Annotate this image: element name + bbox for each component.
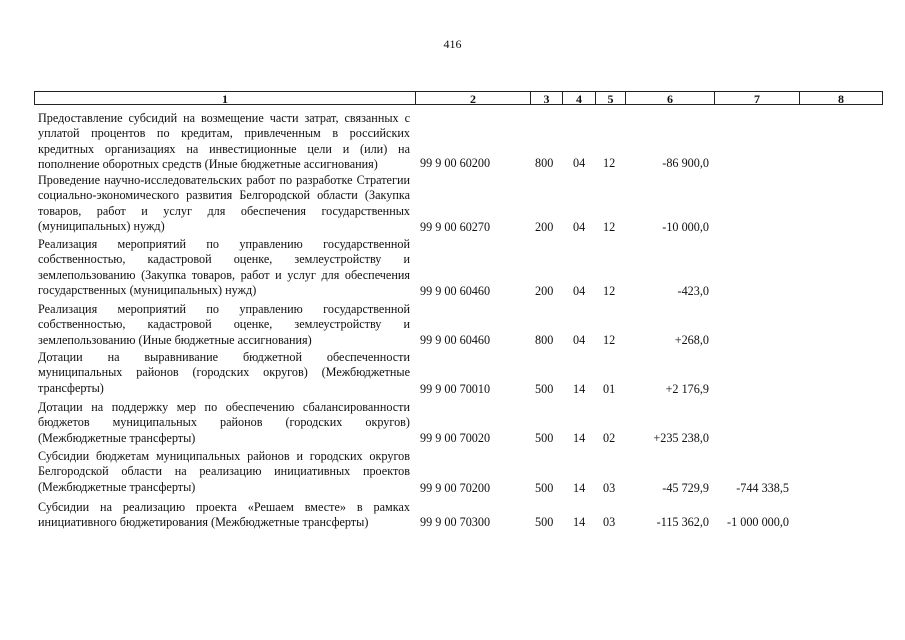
row-col7: -744 338,5 <box>736 481 789 495</box>
row-col4: 04 <box>573 333 586 347</box>
row-col5: 02 <box>603 431 616 445</box>
row-code: 99 9 00 70300 <box>420 515 491 529</box>
row-col5: 12 <box>603 333 616 347</box>
row-col4: 14 <box>573 431 586 445</box>
row-code: 99 9 00 70010 <box>420 382 491 396</box>
row-col3: 200 <box>535 284 554 298</box>
row-col5: 03 <box>603 481 616 495</box>
row-col6: -45 729,9 <box>662 481 709 495</box>
header-col-4: 4 <box>562 91 595 105</box>
row-col6: -86 900,0 <box>662 156 709 170</box>
row-code: 99 9 00 70200 <box>420 481 491 495</box>
row-description: Реализация мероприятий по управлению государственной собственностью, кадастровой оценке, землеустройству и землепользованию (Закупка товаров, работ и услуг для обеспечения государственных (муниципальных) нужд) <box>38 237 410 297</box>
header-col-7: 7 <box>714 91 799 105</box>
table-header <box>34 91 883 106</box>
row-col4: 04 <box>573 284 586 298</box>
row-col4: 14 <box>573 382 586 396</box>
header-col-3: 3 <box>530 91 562 105</box>
row-col6: +2 176,9 <box>665 382 709 396</box>
row-col6: -423,0 <box>677 284 709 298</box>
row-col4: 14 <box>573 515 586 529</box>
row-col3: 800 <box>535 156 554 170</box>
header-col-6: 6 <box>625 91 714 105</box>
row-col6: -10 000,0 <box>662 220 709 234</box>
row-code: 99 9 00 60460 <box>420 333 491 347</box>
row-col3: 500 <box>535 515 554 529</box>
row-description: Субсидии на реализацию проекта «Решаем вместе» в рамках инициативного бюджетирования (Межбюджетные трансферты) <box>38 500 410 530</box>
row-col4: 04 <box>573 220 586 234</box>
row-col7: -1 000 000,0 <box>727 515 789 529</box>
header-col-2: 2 <box>415 91 530 105</box>
page-number: 416 <box>443 37 462 51</box>
row-code: 99 9 00 60200 <box>420 156 491 170</box>
row-description: Проведение научно-исследовательских работ по разработке Стратегии социально-экономического развития Белгородской области (Закупка товаров, работ и услуг для обеспечения государственных (муниципальных) нужд) <box>38 173 410 233</box>
row-col6: -115 362,0 <box>656 515 709 529</box>
row-code: 99 9 00 60460 <box>420 284 491 298</box>
row-col5: 12 <box>603 284 616 298</box>
row-description: Субсидии бюджетам муниципальных районов и городских округов Белгородской области на реализацию инициативных проектов (Межбюджетные трансферты) <box>38 449 410 494</box>
row-col3: 800 <box>535 333 554 347</box>
row-col5: 12 <box>603 220 616 234</box>
header-col-5: 5 <box>595 91 625 105</box>
header-col-8: 8 <box>799 91 883 105</box>
row-col5: 01 <box>603 382 616 396</box>
row-code: 99 9 00 60270 <box>420 220 491 234</box>
row-col5: 12 <box>603 156 616 170</box>
row-col6: +268,0 <box>674 333 709 347</box>
row-col4: 04 <box>573 156 586 170</box>
row-col3: 500 <box>535 431 554 445</box>
row-col3: 500 <box>535 481 554 495</box>
header-col-1: 1 <box>34 91 415 105</box>
row-col3: 200 <box>535 220 554 234</box>
row-code: 99 9 00 70020 <box>420 431 491 445</box>
row-description: Дотации на поддержку мер по обеспечению сбалансированности бюджетов муниципальных районов (городских округов) (Межбюджетные трансферты) <box>38 400 410 445</box>
row-col5: 03 <box>603 515 616 529</box>
row-description: Предоставление субсидий на возмещение части затрат, связанных с уплатой процентов по кредитам, привлеченным в российских кредитных организациях на инвестиционные цели и (или) на пополнение оборотных средств (Иные бюджетные ассигнования) <box>38 111 410 171</box>
row-description: Реализация мероприятий по управлению государственной собственностью, кадастровой оценке, землеустройству и землепользованию (Иные бюджетные ассигнования) <box>38 302 410 347</box>
row-col6: +235 238,0 <box>653 431 709 445</box>
row-description: Дотации на выравнивание бюджетной обеспеченности муниципальных районов (городских округов) (Межбюджетные трансферты) <box>38 350 410 395</box>
row-col3: 500 <box>535 382 554 396</box>
row-col4: 14 <box>573 481 586 495</box>
